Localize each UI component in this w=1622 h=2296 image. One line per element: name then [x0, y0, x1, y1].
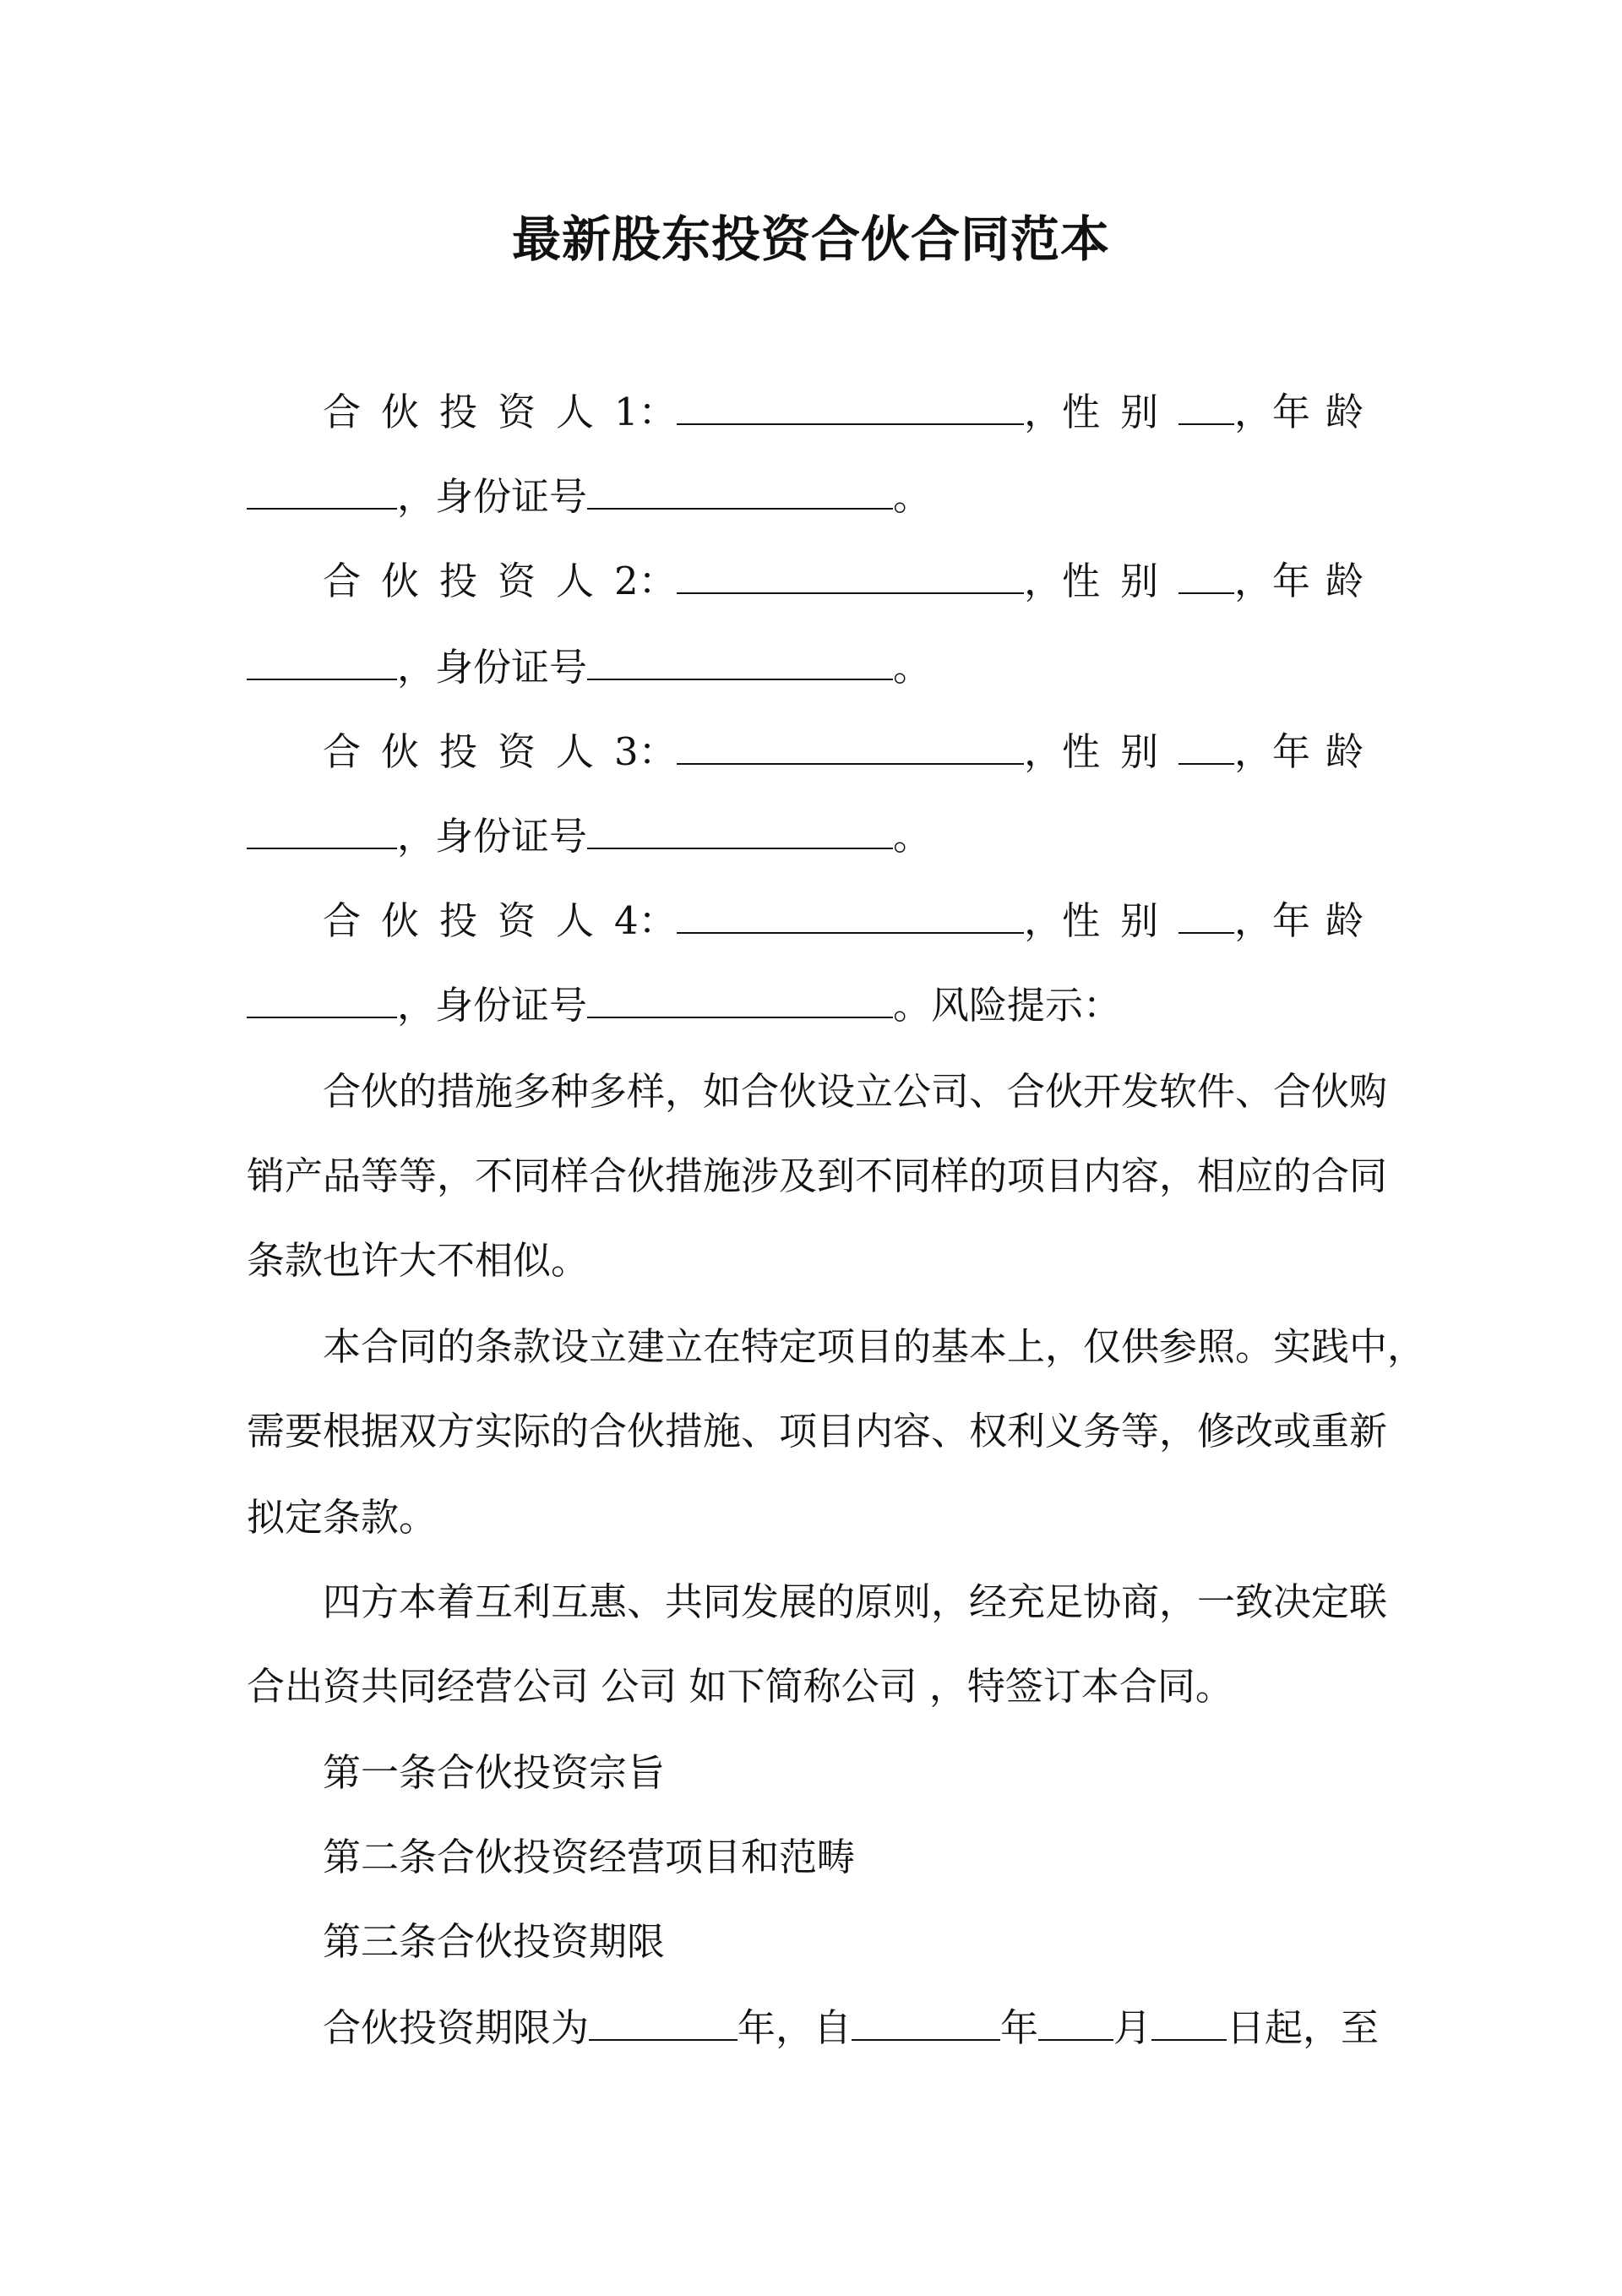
investor-3-line [247, 727, 1379, 777]
investor-label: 合伙投资人 [323, 729, 615, 774]
gender-label: 性别 [1062, 390, 1179, 434]
age-blank[interactable] [247, 645, 397, 680]
paragraph-line: 本合同的条款设立建立在特定项目的基本上，仅供参照。实践中， [323, 1324, 1426, 1369]
paragraph-line: 合伙的措施多种多样，如合伙设立公司、合伙开发软件、合伙购 [323, 1069, 1388, 1114]
gender-blank[interactable] [1178, 898, 1234, 934]
start-month-blank[interactable] [1038, 2005, 1113, 2041]
investor-2-line [247, 556, 1379, 607]
article-heading: 第一条合伙投资宗旨 [323, 1750, 666, 1795]
investor-4-line [247, 896, 1379, 946]
line-end: 。 [893, 814, 932, 859]
gender-blank[interactable] [1178, 390, 1234, 425]
line-end: 。 [893, 474, 932, 519]
investor-number: 2： [614, 559, 677, 603]
comma: ， [1024, 559, 1063, 603]
age-label: 年龄 [1271, 390, 1379, 434]
investor-label: 合伙投资人 [323, 898, 615, 943]
term-text: 合伙投资期限为 [323, 2005, 590, 2050]
gender-label: 性别 [1062, 559, 1179, 603]
paragraph-line: 需要根据双方实际的合伙措施、项目内容、权利义务等，修改或重新 [247, 1409, 1388, 1453]
name-blank[interactable] [677, 390, 1024, 425]
article-heading: 第二条合伙投资经营项目和范畴 [323, 1835, 856, 1879]
term-line [247, 2003, 1379, 2053]
term-text: 年，自 [738, 2005, 852, 2050]
comma: ， [1024, 898, 1063, 943]
investor-4-line-2 [247, 980, 1379, 1031]
comma: ， [1233, 390, 1272, 434]
term-text: 月 [1113, 2005, 1152, 2050]
start-year-blank[interactable] [852, 2005, 1000, 2041]
id-label: ，身份证号 [397, 814, 588, 859]
investor-label: 合伙投资人 [323, 559, 615, 603]
investor-number: 1： [614, 390, 677, 434]
id-label: ，身份证号 [397, 645, 588, 690]
gender-label: 性别 [1062, 898, 1179, 943]
age-label: 年龄 [1271, 729, 1379, 774]
age-label: 年龄 [1271, 898, 1379, 943]
name-blank[interactable] [677, 559, 1024, 594]
id-blank[interactable] [587, 474, 893, 510]
investor-3-line-2 [247, 811, 1379, 862]
investor-2-line-2 [247, 642, 1379, 693]
age-label: 年龄 [1271, 559, 1379, 603]
comma: ， [1233, 729, 1272, 774]
paragraph-line: 合出资共同经营公司 公司 如下简称公司 ，特签订本合同。 [247, 1664, 1233, 1709]
paragraph-line: 拟定条款。 [247, 1495, 438, 1540]
investor-1-line-2 [247, 472, 1379, 522]
investor-label: 合伙投资人 [323, 390, 615, 434]
id-label: ，身份证号 [397, 474, 588, 519]
age-blank[interactable] [247, 474, 397, 510]
article-heading: 第三条合伙投资期限 [323, 1919, 666, 1964]
gender-label: 性别 [1062, 729, 1179, 774]
name-blank[interactable] [677, 729, 1024, 765]
age-blank[interactable] [247, 814, 397, 849]
investor-number: 3： [614, 729, 677, 774]
gender-blank[interactable] [1178, 729, 1234, 765]
comma: ， [1024, 390, 1063, 434]
line-end: 。风险提示： [893, 983, 1122, 1028]
id-blank[interactable] [587, 983, 893, 1018]
id-label: ，身份证号 [397, 983, 588, 1028]
years-blank[interactable] [589, 2005, 738, 2041]
comma: ， [1233, 559, 1272, 603]
start-day-blank[interactable] [1151, 2005, 1227, 2041]
investor-1-line [247, 387, 1379, 438]
document-title: 最新股东投资合伙合同范本 [511, 210, 1110, 268]
term-text: 年 [1000, 2005, 1039, 2050]
paragraph-line: 条款也许大不相似。 [247, 1238, 590, 1283]
gender-blank[interactable] [1178, 559, 1234, 594]
investor-number: 4： [614, 898, 677, 943]
term-text: 日起，至 [1227, 2005, 1380, 2050]
id-blank[interactable] [587, 814, 893, 849]
age-blank[interactable] [247, 983, 397, 1018]
line-end: 。 [893, 645, 932, 690]
id-blank[interactable] [587, 645, 893, 680]
name-blank[interactable] [677, 898, 1024, 934]
paragraph-line: 四方本着互利互惠、共同发展的原则，经充足协商，一致决定联 [323, 1579, 1388, 1624]
comma: ， [1233, 898, 1272, 943]
comma: ， [1024, 729, 1063, 774]
paragraph-line: 销产品等等，不同样合伙措施涉及到不同样的项目内容，相应的合同 [247, 1153, 1388, 1198]
